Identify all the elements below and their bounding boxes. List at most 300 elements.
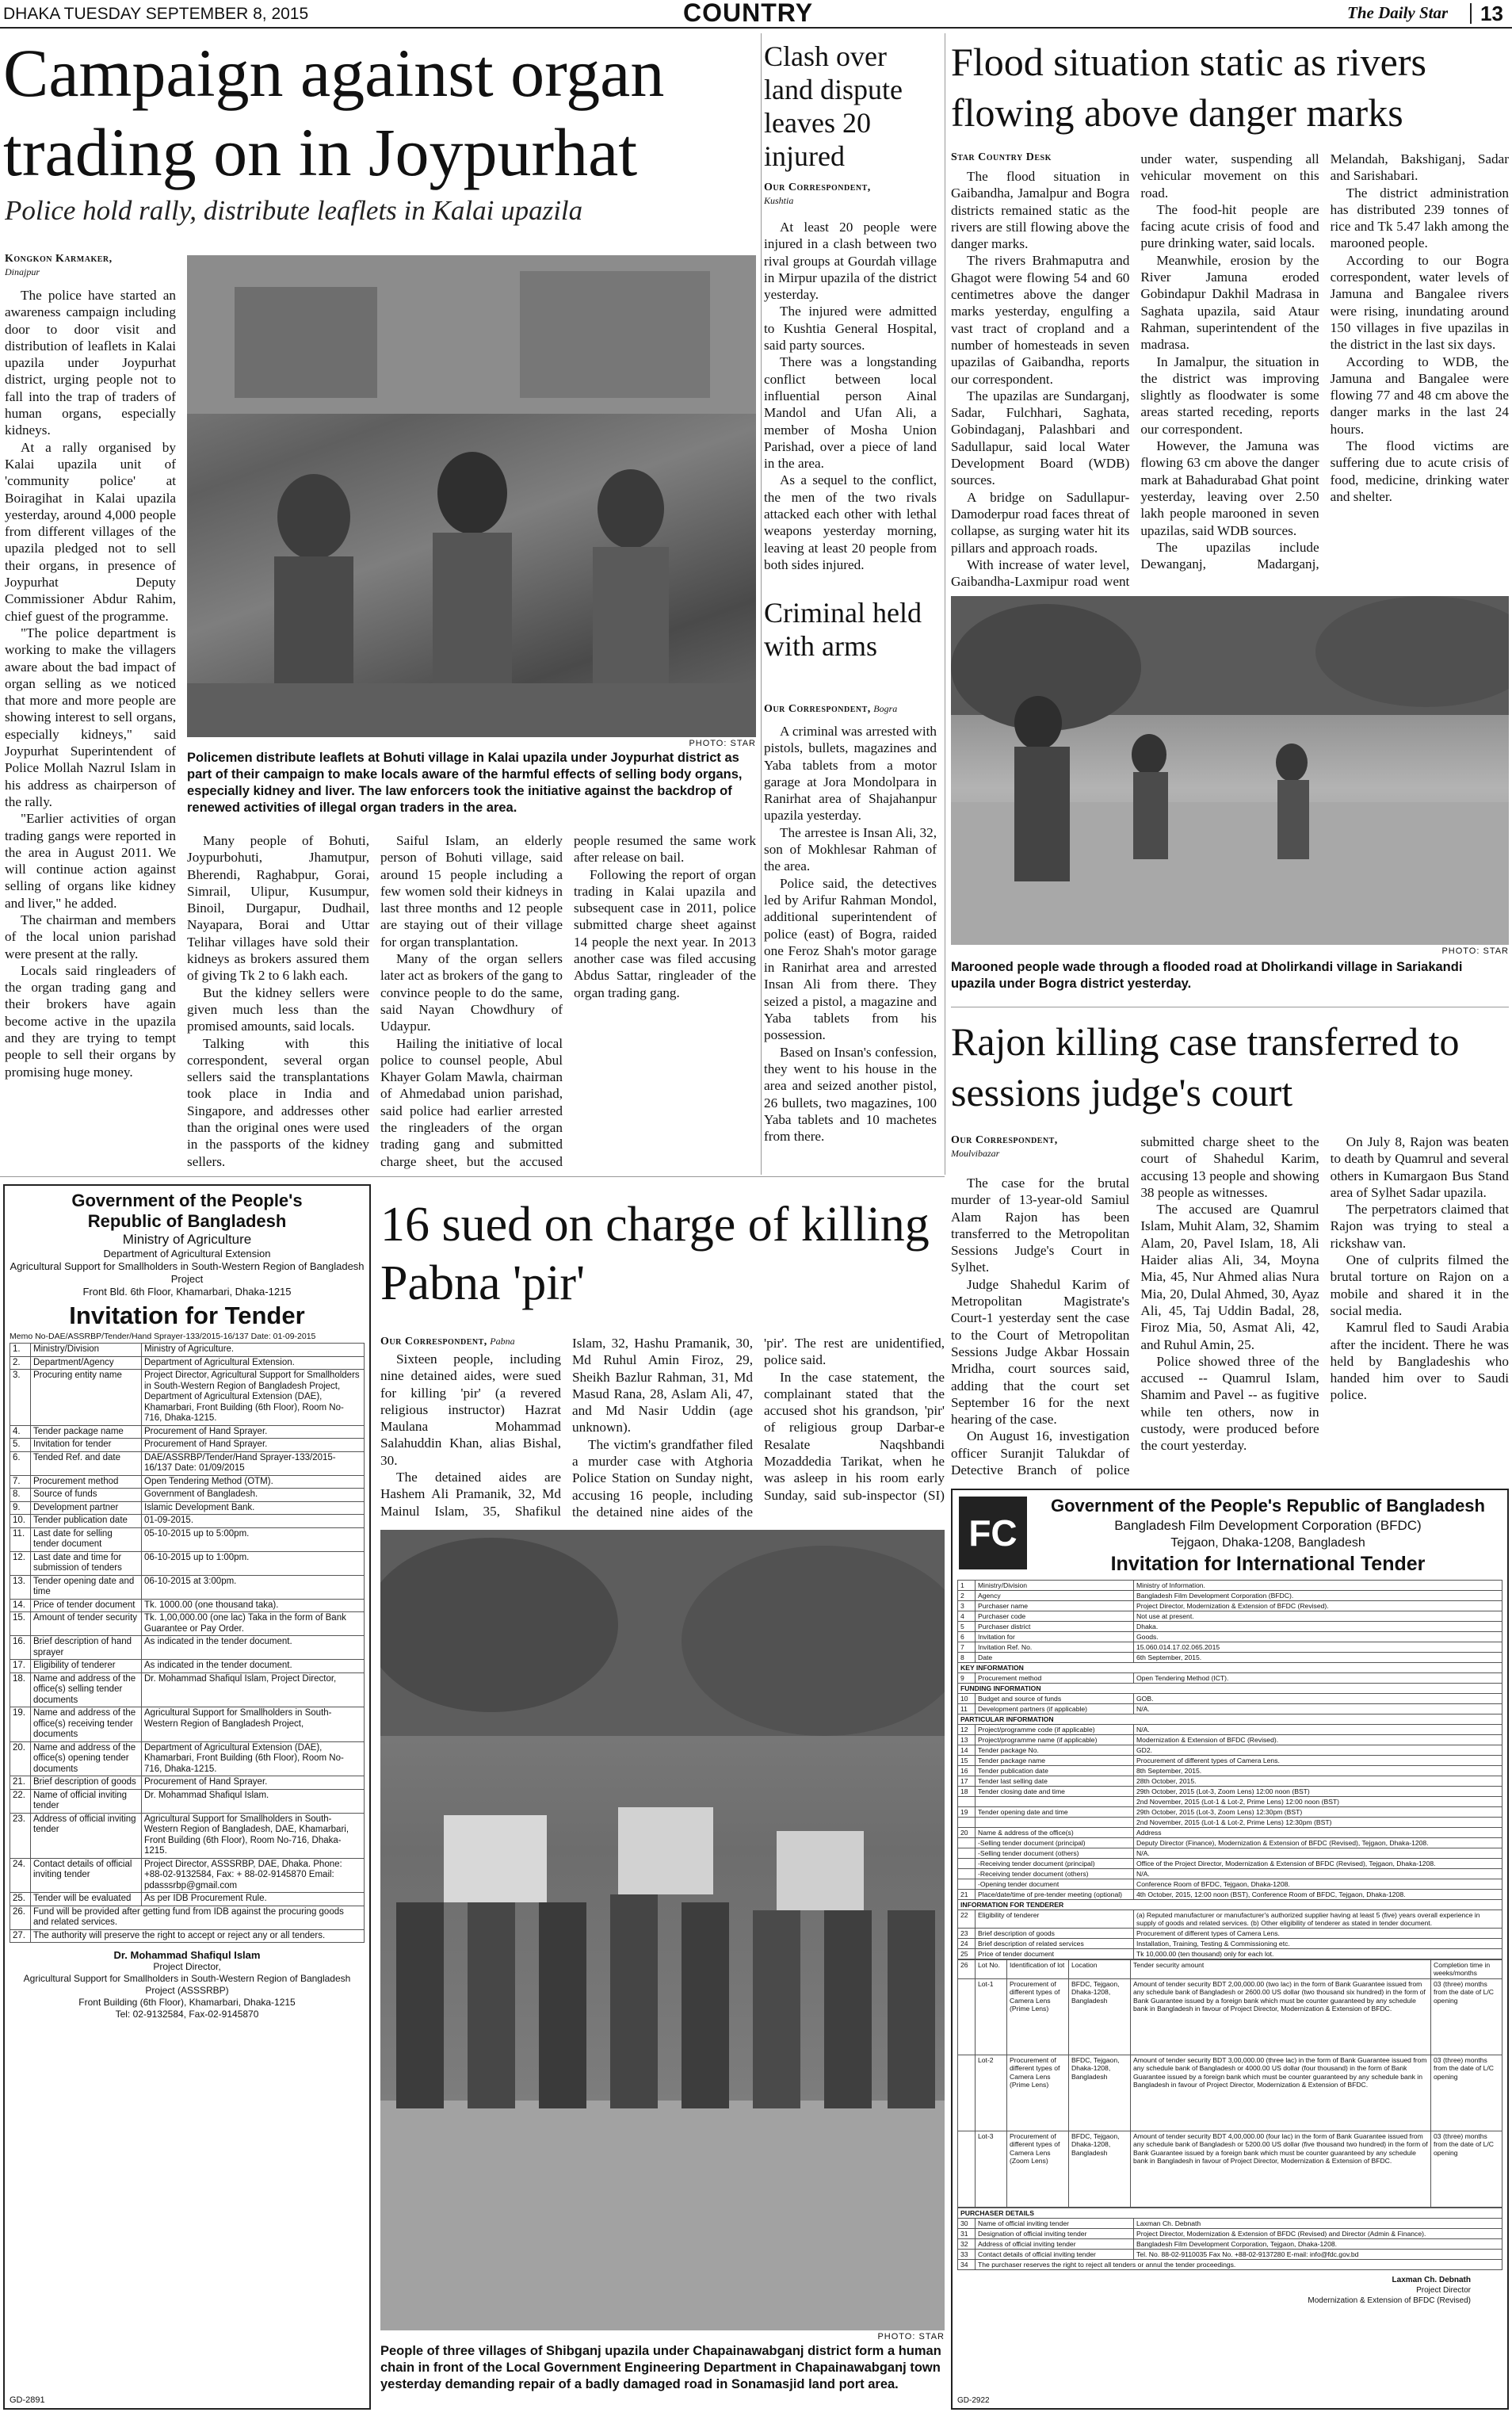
table-row [958, 1848, 1502, 1859]
table-cell: Brief description of goods [976, 1929, 1134, 1939]
paragraph: The perpetrators claimed that Rajon was trying to steal a rickshaw van. [1330, 1202, 1509, 1251]
tender2-sig3: Modernization & Extension of BFDC (Revised) [1308, 2296, 1471, 2305]
table-cell: 20 [958, 1828, 976, 1838]
human-chain-photo-caption: People of three villages of Shibganj upazila under Chapainawabganj district form a human chain in front of the Local Government Engineering Department in Chapainawabganj town yesterday demanding repair of a badly damaged road in Sonamasjid land port area. [380, 2344, 941, 2391]
table-row [10, 1672, 365, 1707]
table-cell: 19. [10, 1707, 31, 1742]
table-row [958, 1591, 1502, 1601]
bfdc-logo-text: FC [968, 1512, 1018, 1554]
table-cell: Project Director, Modernization & Extension of BFDC (Revised) and Director (Admin & Finance). [1134, 2228, 1502, 2238]
table-cell [976, 1797, 1134, 1807]
table-cell [958, 1879, 976, 1890]
table-cell: 2nd November, 2015 (Lot-1 & Lot-2, Prime Lens) 12:00 noon (BST) [1134, 1797, 1502, 1807]
table-cell: Procuring entity name [31, 1370, 142, 1426]
table-cell: Procurement of Hand Sprayer. [142, 1776, 365, 1790]
organ-byline [5, 252, 179, 284]
table-row [10, 1344, 365, 1357]
table-cell: Designation of official inviting tender [976, 2228, 1134, 2238]
table-cell: Completion time in weeks/months [1431, 1960, 1502, 1979]
tender1-table [10, 1343, 365, 1943]
table-cell: Last date for selling tender document [31, 1527, 142, 1551]
table-cell: 26. [10, 1906, 31, 1929]
paragraph: The victim's grandfather filed a murder case with Atghoria Police Station on Sunday night, accusing 16 people, including the detained nine aides of the 'pir'. The rest are unidentified, police said. [572, 1336, 945, 1520]
table-cell: -Receiving tender document (others) [976, 1869, 1134, 1879]
table-cell: Project Director, Agricultural Support for Smallholders in South-Western Region of Bangladesh Project, Department of Agricultural Extension (DAE), Khamarbari, Front Building (6th Floor), Room No-716, Dhaka-1215. [142, 1370, 365, 1426]
table-cell: Contact details of official inviting tender [976, 2249, 1134, 2259]
table-cell: Tender security amount [1131, 1960, 1431, 1979]
table-cell: 21. [10, 1776, 31, 1790]
tender1-ministry: Ministry of Agriculture [122, 1232, 252, 1247]
paragraph: The flood victims are suffering due to acute crisis of food, medicine, drinking water and shelter. [1330, 438, 1509, 504]
paragraph: Judge Shahedul Karim of Metropolitan Magistrate's Court-1 yesterday sent the case to the Court of Metropolitan Sessions Judge Akbar Hossain Mridha, court sources said, adding that the court set September 16 for the next hearing of the case. [951, 1276, 1130, 1428]
table-cell: Government of Bangladesh. [142, 1489, 365, 1502]
table-cell: 31 [958, 2228, 976, 2238]
table-cell: 25 [958, 1949, 976, 1959]
table-row [10, 1475, 365, 1489]
criminal-dateline: Bogra [873, 703, 898, 714]
paragraph: The flood situation in Gaibandha, Jamalpur and Bogra districts remained static as the rivers are still flowing above the danger marks. [951, 169, 1130, 252]
table-cell: Brief description of goods [31, 1776, 142, 1790]
table-row [958, 1715, 1502, 1725]
paragraph: The upazilas include Dewanganj, Madarganj, Melandah, Bakshiganj, Sadar and Sarishabari. [1140, 151, 1509, 572]
paragraph: There was a longstanding conflict between local influential person Ainal Mandol and Ufan Ali, a member of Mosha Union Parishad, over a piece of land in the area. [764, 354, 937, 472]
table-row [958, 1632, 1502, 1642]
table-row [10, 1501, 365, 1515]
flood-photo-icon [951, 596, 1509, 945]
table-cell [958, 1859, 976, 1869]
table-cell: Identification of lot [1007, 1960, 1069, 1979]
table-row [958, 1776, 1502, 1787]
pir-dateline: Pabna [490, 1336, 515, 1347]
table-cell: 34 [958, 2259, 976, 2269]
table-cell: Tender package name [976, 1756, 1134, 1766]
table-cell [958, 1838, 976, 1848]
table-cell: Tended Ref. and date [31, 1451, 142, 1475]
table-row [10, 1425, 365, 1439]
table-row [10, 1489, 365, 1502]
table-row [958, 1673, 1502, 1684]
table-row [958, 1807, 1502, 1818]
table-cell: 27. [10, 1929, 31, 1943]
table-row [958, 2249, 1502, 2259]
paragraph: Police said, the detectives led by Arifur Rahman Mondol, additional superintendent of police (east) of Bogra, raided one Feroz Shah's motor garage in Ranirhat area and arrested Insan Ali from there. They seized a pistol, a magazine and Yaba tablets from his possession. [764, 875, 937, 1043]
table-cell [958, 1797, 976, 1807]
table-cell: Project Director, ASSSRBP, DAE, Dhaka. Phone: +88-02-9132584, Fax: + 88-02-9145870 Email: pdasssrbp@gmail.com [142, 1858, 365, 1893]
clash-byline [764, 181, 937, 212]
paragraph: Police showed three of the accused -- Quamrul Islam, Shamim and Pavel -- as fugitive while ten others, now in custody, were produced before the court yesterday. [1140, 1353, 1319, 1454]
table-row [10, 1451, 365, 1475]
table-cell: 05-10-2015 up to 5:00pm. [142, 1527, 365, 1551]
table-cell: 9. [10, 1501, 31, 1515]
table-row [958, 1890, 1502, 1900]
table-row [958, 2208, 1502, 2218]
header-divider [1470, 3, 1472, 24]
table-cell: BFDC, Tejgaon, Dhaka-1208, Bangladesh [1069, 2131, 1131, 2207]
table-cell [958, 1818, 976, 1828]
table-cell: 16 [958, 1766, 976, 1776]
table-cell: FUNDING INFORMATION [958, 1684, 1502, 1694]
table-cell: Open Tendering Method (ICT). [1134, 1673, 1502, 1684]
table-cell: 29th October, 2015 (Lot-3, Zoom Lens) 12:30pm (BST) [1134, 1807, 1502, 1818]
table-cell: Agency [976, 1591, 1134, 1601]
tender1-sig2: Project Director, [153, 1961, 221, 1972]
table-cell: 13 [958, 1735, 976, 1745]
table-cell: 03 (three) months from the date of L/C opening [1431, 1978, 1502, 2055]
criminal-byline [764, 702, 937, 720]
dateline: DHAKA TUESDAY SEPTEMBER 8, 2015 [3, 5, 309, 23]
table-cell: 3 [958, 1601, 976, 1611]
tender2-table [957, 1580, 1502, 1959]
table-cell: 2 [958, 1591, 976, 1601]
paragraph: The detained aides are Hashem Ali Pramanik, 32, Md Mainul Islam, 35, Shafikul Islam, 32, Hashu Pramanik, 30, Md Ruhul Amin Firoz, 29, Sheikh Bazlur Rahman, 31, Md Masud Rana, 28, Aslam Ali, 47, and Md Nasir Uddin (age unknown). [380, 1336, 753, 1519]
table-cell: Project Director, Modernization & Extension of BFDC (Revised). [1134, 1601, 1502, 1611]
table-cell: Project/programme code (if applicable) [976, 1725, 1134, 1735]
paragraph: In Jamalpur, the situation in the district was improving slightly as floodwater is some areas started receding, reports our correspondent. [1140, 354, 1319, 437]
tender1-signer: Dr. Mohammad Shafiqul Islam [113, 1949, 261, 1961]
table-cell: Islamic Development Bank. [142, 1501, 365, 1515]
table-row [958, 1797, 1502, 1807]
table-cell: 03 (three) months from the date of L/C opening [1431, 2131, 1502, 2207]
table-row [958, 2131, 1502, 2207]
paragraph: As a sequel to the conflict, the men of the two rivals attacked each other with lethal weapons yesterday morning, leaving at least 20 people from both sides injured. [764, 472, 937, 572]
table-row [958, 1735, 1502, 1745]
table-cell: Name and address of the office(s) receiving tender documents [31, 1707, 142, 1742]
table-row [958, 1663, 1502, 1673]
table-cell: Amount of tender security [31, 1612, 142, 1636]
flood-author: Star Country Desk [951, 151, 1052, 163]
table-row [958, 1900, 1502, 1910]
human-chain-photo-credit: PHOTO: STAR [877, 2332, 945, 2341]
paragraph: On July 8, Rajon was beaten to death by Quamrul and several others in Kumargaon Bus Stand area of Sylhet Sadar upazila. [1330, 1134, 1509, 1200]
table-row [958, 1704, 1502, 1715]
table-cell: As indicated in the tender document. [142, 1636, 365, 1660]
table-cell: 8. [10, 1489, 31, 1502]
paragraph: But the kidney sellers were given much less than the promised amounts, said locals. [187, 984, 369, 1034]
table-row [958, 1694, 1502, 1704]
table-cell: Ministry of Agriculture. [142, 1344, 365, 1357]
table-cell: PARTICULAR INFORMATION [958, 1715, 1502, 1725]
paragraph: The injured were admitted to Kushtia General Hospital, said party sources. [764, 304, 937, 354]
organ-headline: Campaign against organ trading on in Joypurhat [3, 35, 665, 190]
table-row [10, 1439, 365, 1452]
table-cell: Last date and time for submission of tenders [31, 1551, 142, 1575]
paragraph: Talking with this correspondent, several organ sellers said the transplantations took place in India and Singapore, and addresses other than the original ones were used in the passports of the kidney sellers. [187, 1035, 369, 1169]
paragraph: On August 16, investigation officer Suranjit Talukdar of Detective Branch of police submitted charge sheet to the court of Shahedul Karim, accusing 13 people and showing 38 people as witnesses. [951, 1134, 1319, 1478]
paragraph: The case for the brutal murder of 13-year-old Samiul Alam Rajon has been transferred to the Metropolitan Sessions Judge's Court in Sylhet. [951, 1176, 1130, 1275]
table-cell: 26 [958, 1960, 976, 1979]
table-row [958, 1910, 1502, 1929]
table-cell: Name of official inviting tender [976, 2218, 1134, 2228]
table-cell: Purchaser name [976, 1601, 1134, 1611]
page-number: 13 [1480, 2, 1503, 25]
rajon-body [951, 1133, 1509, 1481]
clash-dateline: Kushtia [764, 195, 794, 206]
table-cell: BFDC, Tejgaon, Dhaka-1208, Bangladesh [1069, 2055, 1131, 2131]
table-cell: GD2. [1134, 1745, 1502, 1756]
table-cell: Procurement of different types of Camera Lens (Prime Lens) [1007, 2055, 1069, 2131]
table-cell: 25. [10, 1893, 31, 1906]
bfdc-logo [959, 1497, 1027, 1569]
organ-photo-credit: PHOTO: STAR [689, 739, 756, 748]
table-cell: Lot-1 [976, 1978, 1007, 2055]
table-cell: Modernization & Extension of BFDC (Revised). [1134, 1735, 1502, 1745]
paragraph: The rivers Brahmaputra and Ghagot were flowing 54 and 60 centimetres above the danger marks yesterday, engulfing a vast tract of cropland and a number of homesteads in seven upazilas of Gaibandha, reports our correspondent. [951, 253, 1130, 387]
table-cell: 23. [10, 1813, 31, 1858]
clash-body [764, 219, 937, 591]
table-cell: 24 [958, 1939, 976, 1949]
table-cell: Name and address of the office(s) opening tender documents [31, 1741, 142, 1776]
flood-body [951, 151, 1509, 594]
table-cell: As indicated in the tender document. [142, 1660, 365, 1673]
paragraph: Hailing the initiative of local police to counsel people, Abul Khayer Golam Mawla, chairman of Ahmedabad union parishad, said police had earlier arrested the ringleaders of the organ trading gang and submitted charge sheet, but the accused people resumed the same work after release on bail. [380, 833, 756, 1169]
table-cell: DAE/ASSRBP/Tender/Hand Sprayer-133/2015-16/137 Date: 01/09/2015 [142, 1451, 365, 1475]
table-row [10, 1789, 365, 1813]
table-row [958, 1869, 1502, 1879]
table-cell: GOB. [1134, 1694, 1502, 1704]
paragraph: The accused are Quamrul Islam, Muhit Alam, 32, Shamim Alam, 20, Pavel Islam, 18, Ali Haider alias Ali, 34, Moyna Mia, 45, Nur Ahmed alias Nura Mia, 20, Dulal Ahmed, 30, Ayaz Ali, 45, Taj Uddin Badal, 28, Firoz Mia, 50, Asmat Ali, 42, and Ruhul Amin, 25. [1140, 1202, 1319, 1352]
table-cell: N/A. [1134, 1848, 1502, 1859]
table-cell: Purchaser code [976, 1611, 1134, 1622]
table-cell: 33 [958, 2249, 976, 2259]
organ-dateline: Dinajpur [5, 266, 40, 277]
table-cell: Tk. 1,00,000.00 (one lac) Taka in the form of Bank Guarantee or Pay Order. [142, 1612, 365, 1636]
tender2-purchaser-table [957, 2208, 1502, 2270]
table-cell: Conference Room of BFDC, Tejgaon, Dhaka-1208. [1134, 1879, 1502, 1890]
table-cell [958, 2055, 976, 2131]
table-cell: Name and address of the office(s) selling tender documents [31, 1672, 142, 1707]
table-row [10, 1660, 365, 1673]
table-cell: 23 [958, 1929, 976, 1939]
table-cell: Budget and source of funds [976, 1694, 1134, 1704]
tender2-address: Tejgaon, Dhaka-1208, Bangladesh [1170, 1536, 1365, 1550]
paragraph: According to WDB, the Jamuna and Bangalee were flowing 77 and 48 cm above the danger marks in the last 24 hours. [1330, 354, 1509, 437]
table-cell: 1. [10, 1344, 31, 1357]
flood-photo-credit: PHOTO: STAR [1441, 946, 1509, 956]
table-cell: 17. [10, 1660, 31, 1673]
table-cell: Location [1069, 1960, 1131, 1979]
table-row [10, 1741, 365, 1776]
table-cell: Ministry of Information. [1134, 1581, 1502, 1591]
table-cell: Invitation for tender [31, 1439, 142, 1452]
table-cell: 15. [10, 1612, 31, 1636]
table-cell: Contact details of official inviting tender [31, 1858, 142, 1893]
table-cell: Tender opening date and time [976, 1807, 1134, 1818]
table-cell: 19 [958, 1807, 976, 1818]
table-row [958, 1960, 1502, 1979]
criminal-headline: Criminal held with arms [764, 597, 922, 662]
table-cell: 4 [958, 1611, 976, 1622]
flood-photo-caption: Marooned people wade through a flooded road at Dholirkandi village in Sariakandi upazila under Bogra district yesterday. [951, 960, 1463, 991]
table-cell: 28th October, 2015. [1134, 1776, 1502, 1787]
table-cell: 30 [958, 2218, 976, 2228]
table-row [958, 2238, 1502, 2249]
table-cell: 1 [958, 1581, 976, 1591]
table-cell: Tel. No. 88-02-9110035 Fax No. +88-02-9137280 E-mail: info@fdc.gov.bd [1134, 2249, 1502, 2259]
tender2-gov-title: Government of the People's Republic of Bangladesh [1051, 1496, 1485, 1516]
table-cell: 32 [958, 2238, 976, 2249]
paragraph: One of culprits filmed the brutal torture on Rajon on a mobile and shared it in the social media. [1330, 1252, 1509, 1318]
paragraph: Many of the organ sellers later act as brokers of the gang to convince people to do the same, said Nayan Chowdhury of Udaypur. [380, 951, 563, 1034]
table-row [958, 1939, 1502, 1949]
pir-author: Our Correspondent, [380, 1336, 487, 1348]
flood-photo [951, 596, 1509, 945]
table-row [958, 1766, 1502, 1776]
table-row [958, 1818, 1502, 1828]
table-cell: 20. [10, 1741, 31, 1776]
table-cell: 5 [958, 1622, 976, 1632]
tender1-code: GD-2891 [10, 2395, 45, 2405]
table-cell: 06-10-2015 at 3:00pm. [142, 1575, 365, 1599]
paragraph: Kamrul fled to Saudi Arabia after the incident. There he was held by Bangladeshis who handed him over to Saudi police. [1330, 1320, 1509, 1403]
organ-photo-caption: Policemen distribute leaflets at Bohuti village in Kalai upazila under Joypurhat district as part of their campaign to make locals aware of the harmful effects of selling body organs, especially kidney and liver. The law enforcers took the initiative against the backdrop of renewed activities of illegal organ traders in the area. [187, 751, 743, 815]
tender1-department [10, 1248, 365, 1298]
table-cell: Address of official inviting tender [976, 2238, 1134, 2249]
table-cell: Brief description of related services [976, 1939, 1134, 1949]
table-row [958, 1725, 1502, 1735]
organ-author: Kongkon Karmaker, [5, 253, 113, 265]
table-cell [958, 1869, 976, 1879]
table-cell: Name & address of the office(s) [976, 1828, 1134, 1838]
table-cell: Procurement method [31, 1475, 142, 1489]
table-cell: Tender publication date [31, 1515, 142, 1528]
table-cell: N/A. [1134, 1704, 1502, 1715]
table-cell: 03 (three) months from the date of L/C opening [1431, 2055, 1502, 2131]
paragraph: The police have started an awareness campaign including door to door visit and distribution of leaflets in Kalai upazila under Joypurhat district, urging people not to fall into the trap of traders of human organs, especially kidneys. [5, 288, 176, 438]
tender1-h1: Government of the People's [71, 1191, 303, 1210]
table-row [10, 1356, 365, 1370]
table-cell: 29th October, 2015 (Lot-3, Zoom Lens) 12:00 noon (BST) [1134, 1787, 1502, 1797]
table-cell: 14 [958, 1745, 976, 1756]
table-cell: 11. [10, 1527, 31, 1551]
tender1-memo: Memo No-DAE/ASSRBP/Tender/Hand Sprayer-133/2015-16/137 Date: 01-09-2015 [10, 1332, 316, 1341]
table-cell: Department of Agricultural Extension (DAE), Khamarbari, Front Building (6th Floor), Room No-716, Dhaka-1215. [142, 1741, 365, 1776]
table-cell: Procurement method [976, 1673, 1134, 1684]
table-cell: PURCHASER DETAILS [958, 2208, 1502, 2218]
table-row [958, 1642, 1502, 1653]
table-row [10, 1551, 365, 1575]
table-cell: 15 [958, 1756, 976, 1766]
table-cell: Place/date/time of pre-tender meeting (optional) [976, 1890, 1134, 1900]
criminal-author: Our Correspondent, [764, 703, 871, 715]
table-cell: 7 [958, 1642, 976, 1653]
table-row [10, 1906, 365, 1929]
table-cell: Tender last selling date [976, 1776, 1134, 1787]
tender1-signature [10, 1949, 365, 2020]
table-cell: Amount of tender security BDT 3,00,000.00 (three lac) in the form of Bank Guarantee issued from any schedule bank of Bangladesh or 4000.00 US dollar (four thousand) in the form of Bank Guarantee issued by a foreign bank which must be counter guaranteed by any schedule bank in Bangladesh in favour of Project Director, Modernization & Extension of BFDC. [1131, 2055, 1431, 2131]
table-cell: 5. [10, 1439, 31, 1452]
table-cell: Not use at present. [1134, 1611, 1502, 1622]
table-row [958, 2259, 1502, 2269]
table-cell: Dr. Mohammad Shafiqul Islam, Project Director, [142, 1672, 365, 1707]
table-cell: Brief description of hand sprayer [31, 1636, 142, 1660]
column-rule [761, 33, 762, 1175]
tender2-sig2: Project Director [1416, 2285, 1471, 2295]
paragraph: Meanwhile, erosion by the River Jamuna eroded Gobindapur Dakhil Madrasa in Saghata upazila, said Ataur Rahman, superintendent of the madrasa. [1140, 252, 1319, 353]
tender1-sig4: Front Building (6th Floor), Khamarbari, Dhaka-1215 [78, 1997, 296, 2008]
paragraph: The arrestee is Insan Ali, 32, son of Mokhlesar Rahman of the area. [764, 824, 937, 874]
table-cell: Agricultural Support for Smallholders in South-Western Region of Bangladesh Project, [142, 1707, 365, 1742]
criminal-body [764, 723, 937, 1175]
table-cell: Tender closing date and time [976, 1787, 1134, 1797]
table-row [958, 2228, 1502, 2238]
table-row [10, 1612, 365, 1636]
table-cell: Tender package No. [976, 1745, 1134, 1756]
table-cell: 4th October, 2015, 12:00 noon (BST), Conference Room of BFDC, Tejgaon, Dhaka-1208. [1134, 1890, 1502, 1900]
table-row [958, 1978, 1502, 2055]
organ-photo [187, 255, 756, 737]
table-cell: Laxman Ch. Debnath [1134, 2218, 1502, 2228]
paragraph: The chairman and members of the local union parishad were present at the rally. [5, 912, 176, 961]
rajon-headline: Rajon killing case transferred to sessions judge's court [951, 1019, 1460, 1114]
table-cell: 17 [958, 1776, 976, 1787]
table-cell: 6. [10, 1451, 31, 1475]
paragraph: At least 20 people were injured in a clash between two rival groups at Gourdah village in Mirpur upazila of the district yesterday. [764, 220, 937, 303]
tender-notice-bfdc [951, 1489, 1509, 2410]
table-row [958, 1611, 1502, 1622]
table-cell: Purchaser district [976, 1622, 1134, 1632]
table-cell: N/A. [1134, 1725, 1502, 1735]
pir-byline [380, 1335, 561, 1351]
table-row [10, 1929, 365, 1943]
table-cell: 16. [10, 1636, 31, 1660]
paragraph: At a rally organised by Kalai upazila unit of 'community police' at Boiragihat in Kalai upazila yesterday, around 4,000 people from different villages of the upazila pledged not to sell their organs, in presence of Joypurhat Deputy Commissioner Abdur Rahim, chief guest of the programme. [5, 439, 176, 624]
table-cell: Project/programme name (if applicable) [976, 1735, 1134, 1745]
table-row [958, 1828, 1502, 1838]
table-cell: Fund will be provided after getting fund from IDB against the procuring goods and related services. [31, 1906, 365, 1929]
table-cell: Invitation for [976, 1632, 1134, 1642]
tender1-title: Invitation for Tender [69, 1302, 305, 1329]
table-cell: Tk. 1000.00 (one thousand taka). [142, 1599, 365, 1612]
table-cell: Development partners (if applicable) [976, 1704, 1134, 1715]
organ-col1 [5, 287, 176, 1175]
table-row [958, 1653, 1502, 1663]
table-cell: Bangladesh Film Development Corporation, Tejgaon, Dhaka-1208. [1134, 2238, 1502, 2249]
table-row [10, 1893, 365, 1906]
table-row [958, 1601, 1502, 1611]
tender2-lots-table [957, 1959, 1502, 2208]
table-cell: 22 [958, 1910, 976, 1929]
table-cell: 18 [958, 1787, 976, 1797]
table-cell: 8 [958, 1653, 976, 1663]
table-cell: BFDC, Tejgaon, Dhaka-1208, Bangladesh [1069, 1978, 1131, 2055]
paragraph: "The police department is working to make the villagers aware about the bad impact of organ selling as we noticed that more and more people are showing interest to sell organs, especially kidneys," said Joypurhat Superintendent of Police Mollah Nazrul Islam in his address as chairperson of the rally. [5, 625, 176, 809]
table-row [958, 1756, 1502, 1766]
table-cell: 3. [10, 1370, 31, 1426]
table-cell: INFORMATION FOR TENDERER [958, 1900, 1502, 1910]
rajon-byline [951, 1133, 1129, 1175]
table-cell: Date [976, 1653, 1134, 1663]
paragraph: Many people of Bohuti, Joypurbohuti, Jhamutpur, Bherendi, Raghabpur, Gorai, Simrail, Ulipur, Kusumpur, Binoil, Durgapur, Dudhail, Nayapara, Borai and Uttar Telihar villages have sold their kidneys as brokers assured them of giving Tk 2 to 6 lakh each. [187, 833, 369, 984]
table-cell: N/A. [1134, 1869, 1502, 1879]
table-cell: 15.060.014.17.02.065.2015 [1134, 1642, 1502, 1653]
table-cell: Tender publication date [976, 1766, 1134, 1776]
table-cell: Procurement of different types of Camera Lens. [1134, 1929, 1502, 1939]
table-cell: Ministry/Division [976, 1581, 1134, 1591]
table-cell: Address of official inviting tender [31, 1813, 142, 1858]
table-cell: Bangladesh Film Development Corporation (BFDC). [1134, 1591, 1502, 1601]
page-header [0, 0, 1512, 29]
table-row [958, 2218, 1502, 2228]
pir-headline: 16 sued on charge of killing Pabna 'pir' [380, 1198, 930, 1310]
table-cell: Address [1134, 1828, 1502, 1838]
table-cell: 2. [10, 1356, 31, 1370]
table-cell: 12 [958, 1725, 976, 1735]
human-chain-photo [380, 1530, 945, 2330]
table-cell: 12. [10, 1551, 31, 1575]
table-row [10, 1636, 365, 1660]
organ-deck: Police hold rally, distribute leaflets in Kalai upazila [5, 195, 583, 226]
table-cell: 10 [958, 1694, 976, 1704]
